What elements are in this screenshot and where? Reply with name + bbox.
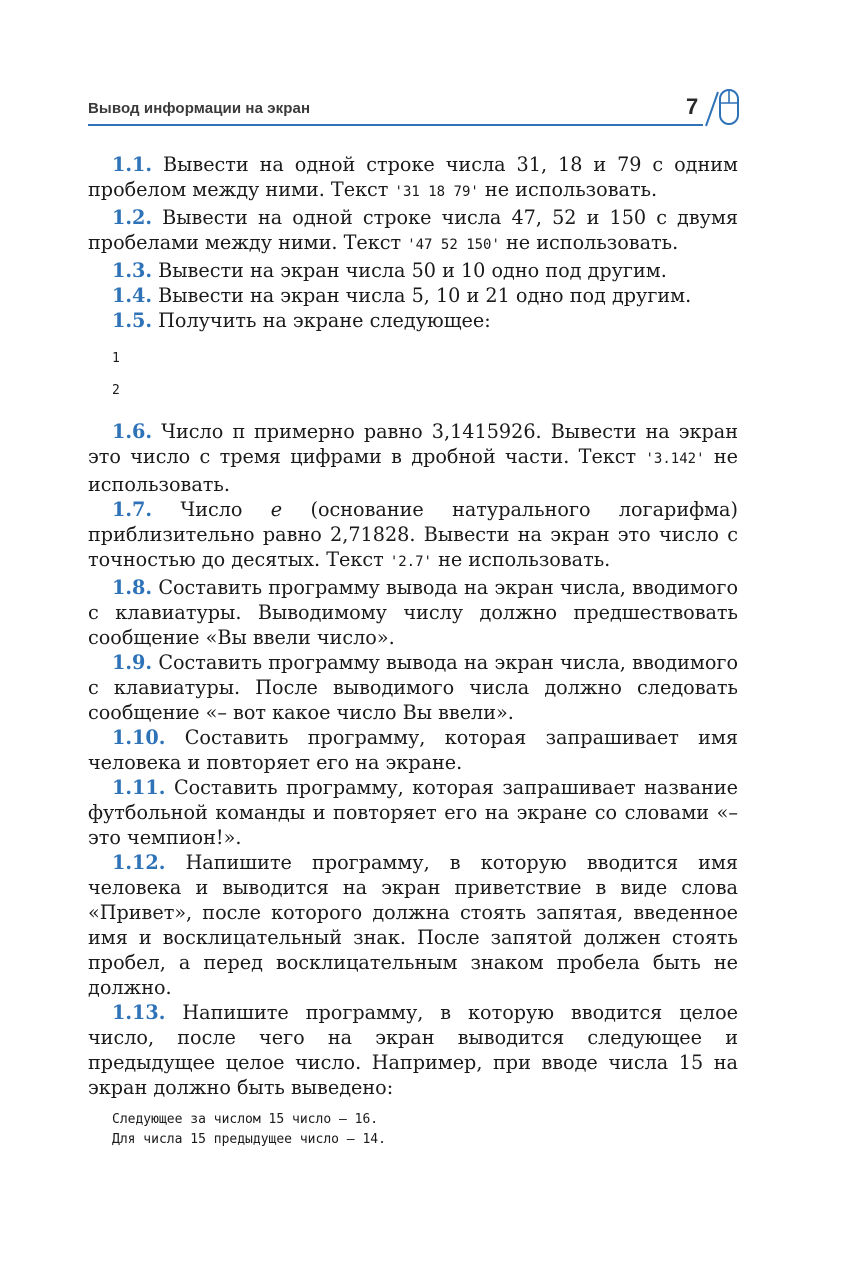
task-text: Составить программу вывода на экран числа, вводимого с клавиатуры. После выводимого числа должно следовать сообщение «– вот какое число Вы ввели». — [88, 651, 739, 724]
math-symbol-e: e — [270, 498, 283, 521]
task-1-4 — [88, 283, 738, 308]
task-1-8 — [88, 575, 738, 650]
task-text: Составить программу, которая запрашивает имя человека и повторяет его на экране. — [88, 726, 738, 774]
exercise-list — [88, 152, 738, 1150]
task-1-5 — [88, 308, 738, 333]
task-number: 1.10. — [112, 726, 166, 749]
task-1-11 — [88, 775, 738, 850]
computer-mouse-icon — [702, 86, 742, 130]
code-literal: '47 52 150' — [407, 237, 500, 253]
task-1-13 — [88, 1000, 738, 1100]
task-number: 1.5. — [112, 309, 153, 332]
task-number: 1.13. — [112, 1001, 166, 1024]
task-text: Вывести на одной строке числа 47, 52 и 150 с двумя пробелами между ними. Текст — [88, 206, 738, 254]
task-text: Вывести на экран числа 5, 10 и 21 одно под другим. — [158, 284, 692, 307]
task-text: Получить на экране следующее: — [158, 309, 491, 332]
code-output-1-5 — [88, 333, 738, 419]
task-number: 1.12. — [112, 851, 166, 874]
task-1-6 — [88, 419, 738, 497]
task-1-7 — [88, 497, 738, 575]
task-1-3 — [88, 258, 738, 283]
task-text: Напишите программу, в которую вводится целое число, после чего на экран выводится следующее и предыдущее целое число. Например, при вводе числа 15 на экран должно быть выведено: — [88, 1001, 738, 1099]
task-number: 1.2. — [112, 206, 153, 229]
task-text: Составить программу, которая запрашивает название футбольной команды и повторяет его на экране со словами «– это чемпион!». — [88, 776, 738, 849]
task-text: не использовать. — [499, 231, 679, 254]
task-text: Напишите программу, в которую вводится имя человека и выводится на экран приветствие в виде слова «Привет», после которого должна стоять запятая, введенное имя и восклицательный знак. После запятой должен стоять пробел, а перед восклицательным знаком пробела быть не должно. — [88, 851, 739, 999]
running-header — [88, 86, 740, 130]
task-number: 1.3. — [112, 259, 153, 282]
task-1-1 — [88, 152, 738, 205]
code-literal: '31 18 79' — [394, 184, 479, 200]
code-output-1-13 — [88, 1100, 738, 1150]
task-text: Составить программу вывода на экран числа, вводимого с клавиатуры. Выводимому числу должно предшествовать сообщение «Вы ввели число». — [88, 576, 739, 649]
task-number: 1.6. — [112, 420, 153, 443]
task-1-2 — [88, 205, 738, 258]
task-1-9 — [88, 650, 738, 725]
task-number: 1.1. — [112, 153, 153, 176]
output-line: 1 — [112, 351, 120, 366]
task-1-12 — [88, 850, 738, 1000]
task-number: 1.11. — [112, 776, 166, 799]
task-text: не использовать. — [478, 178, 658, 201]
chapter-title: Вывод информации на экран — [88, 100, 311, 117]
task-number: 1.7. — [112, 498, 153, 521]
output-line: 2 — [112, 383, 120, 398]
header-rule — [88, 124, 703, 126]
task-text: не использовать. — [88, 445, 738, 496]
task-text: Число — [180, 498, 271, 521]
task-1-10 — [88, 725, 738, 775]
output-line: Следующее за числом 15 число – 16. — [112, 1112, 379, 1127]
task-text: Число π примерно равно 3,1415926. Вывести на экран это число с тремя цифрами в дробной части. Текст — [88, 420, 738, 468]
code-literal: '3.142' — [645, 451, 705, 467]
page-number: 7 — [686, 94, 699, 119]
task-number: 1.4. — [112, 284, 153, 307]
task-text: Вывести на одной строке числа 31, 18 и 79 с одним пробелом между ними. Текст — [88, 153, 738, 201]
task-text: (основание натурального логарифма) приблизительно равно 2,71828. Вывести на экран это число с точностью до десятых. Текст — [88, 498, 738, 571]
task-number: 1.8. — [112, 576, 153, 599]
task-text: не использовать. — [431, 548, 611, 571]
code-literal: '2.7' — [389, 554, 432, 570]
task-number: 1.9. — [112, 651, 153, 674]
task-text: Вывести на экран числа 50 и 10 одно под другим. — [158, 259, 667, 282]
output-line: Для числа 15 предыдущее число – 14. — [112, 1132, 386, 1147]
